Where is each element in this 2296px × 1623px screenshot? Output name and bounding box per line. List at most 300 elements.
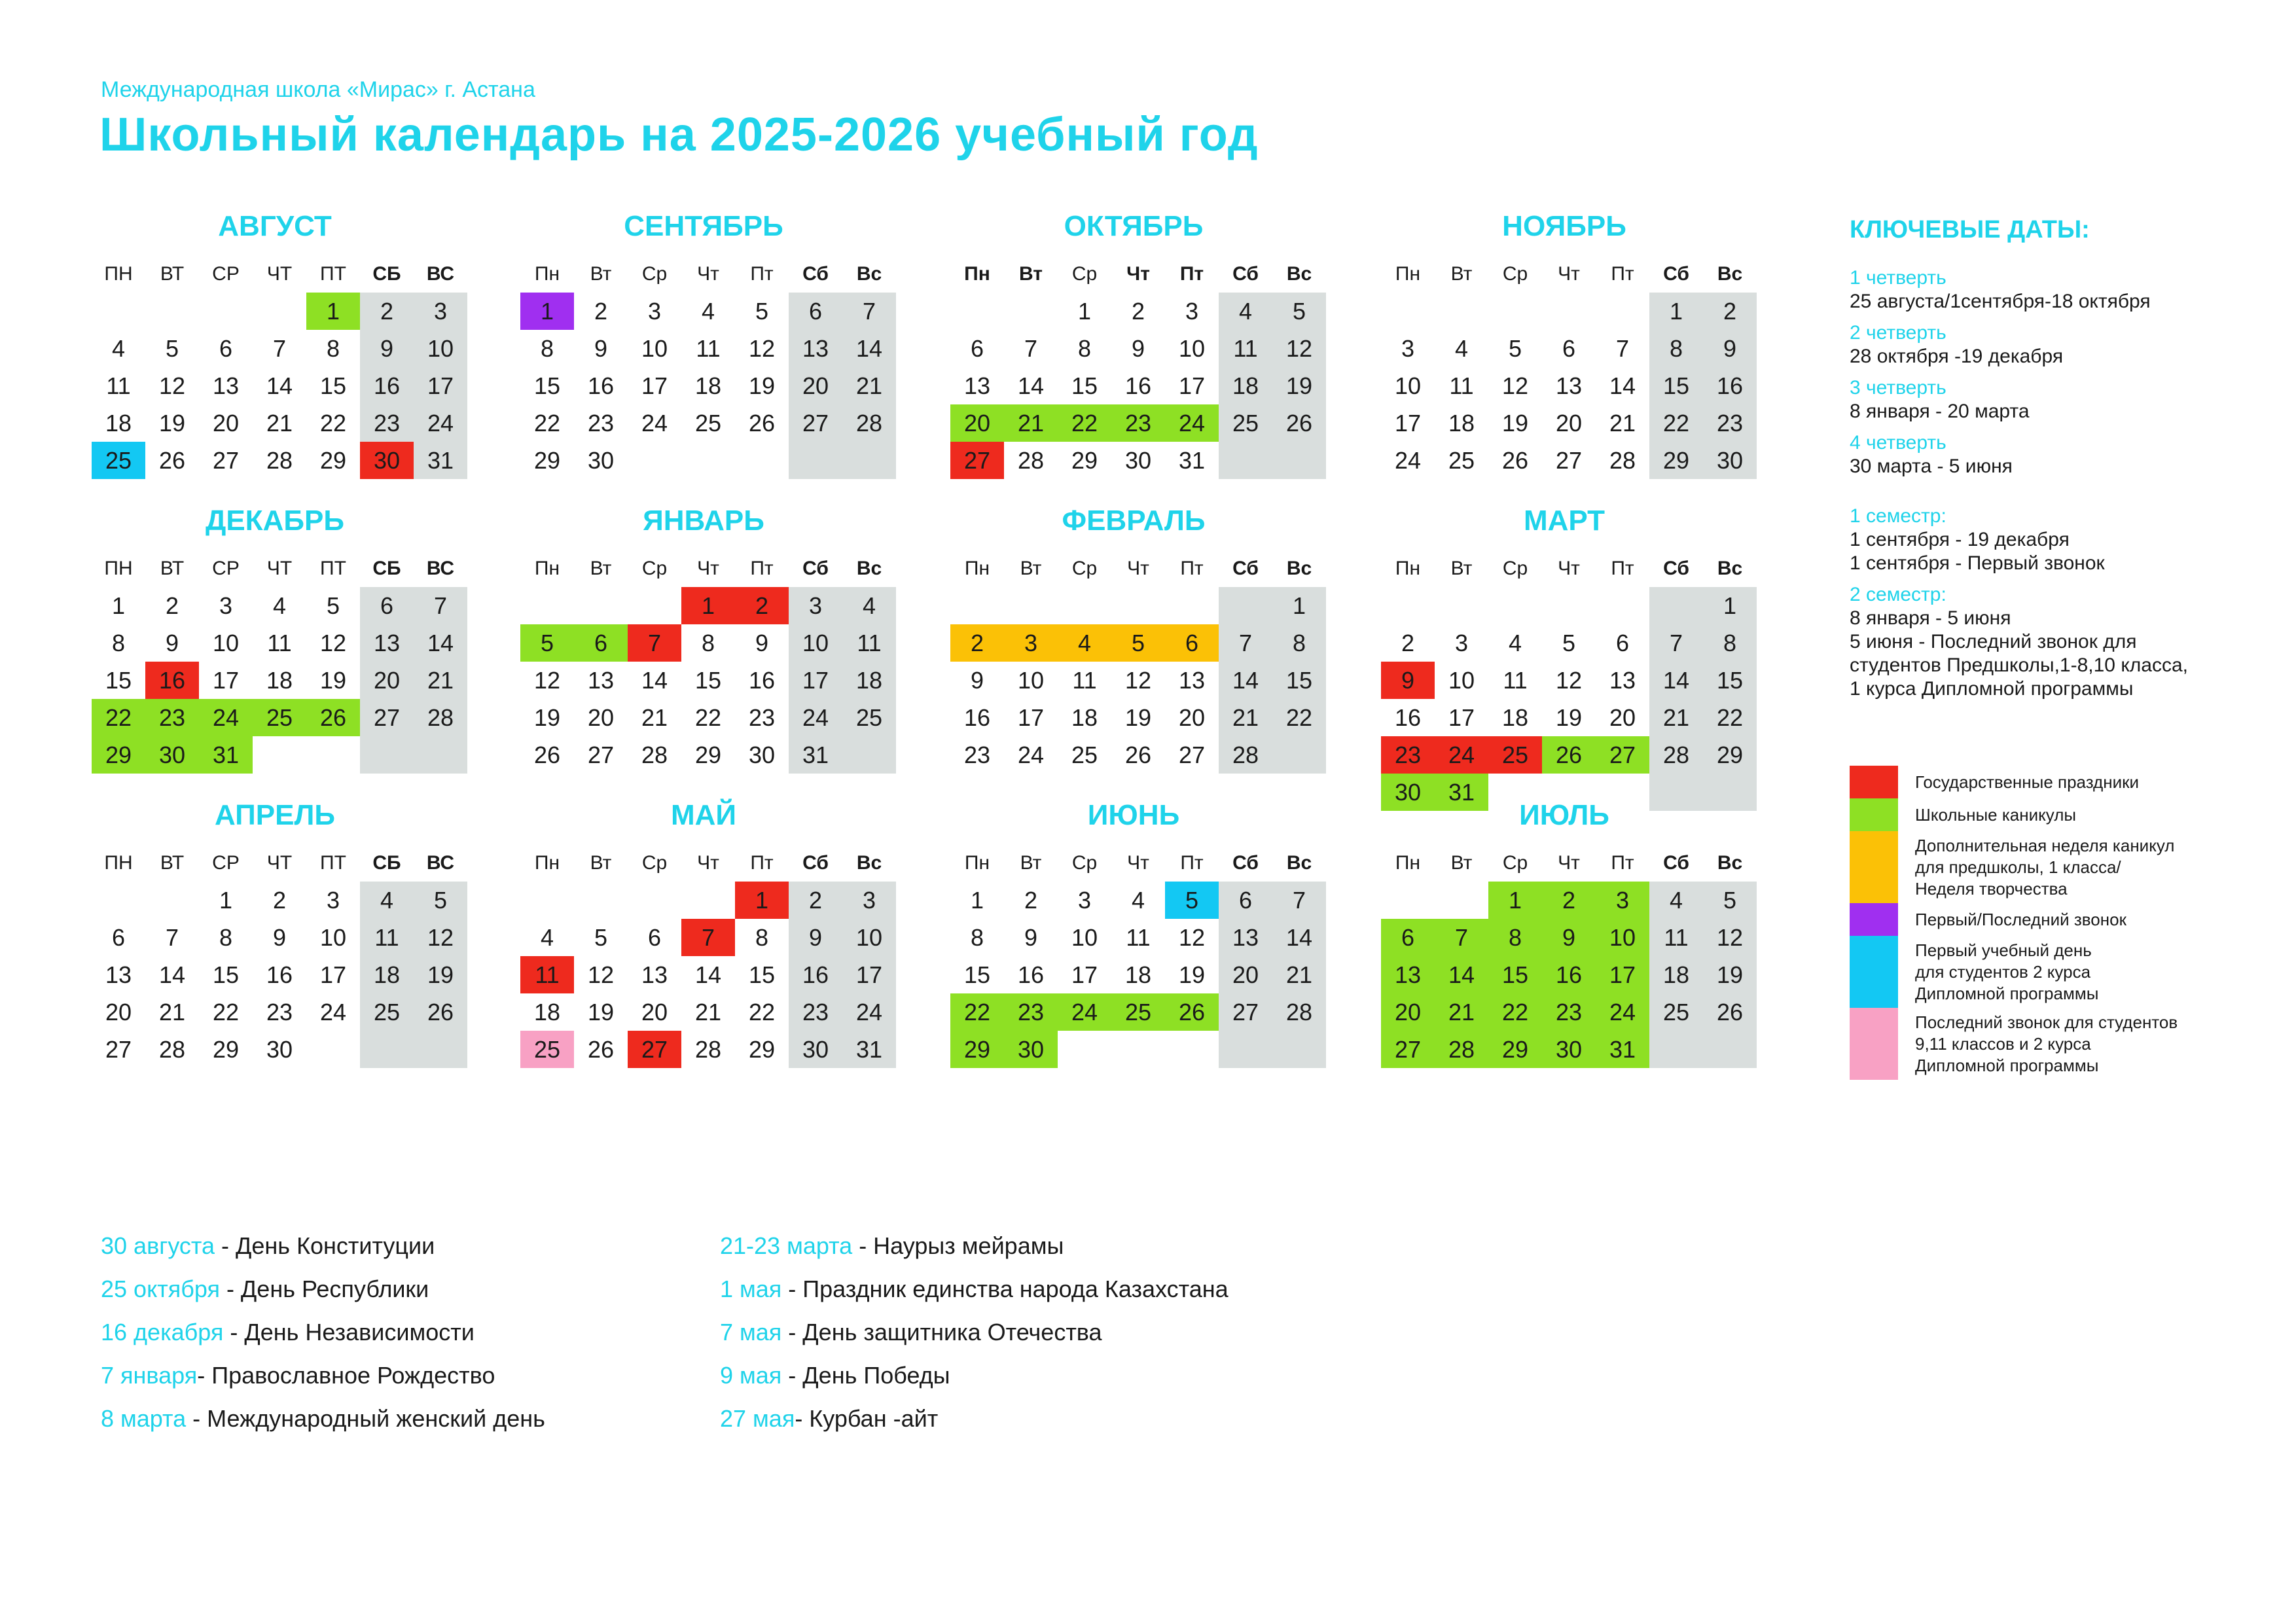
day-cell: 27	[1381, 1031, 1435, 1068]
weekday-header: Пн	[534, 263, 560, 285]
day-cell: 20	[1609, 704, 1636, 731]
day-cell: 11	[696, 335, 721, 362]
day-cell: 1	[111, 592, 126, 619]
weekday-header: Вс	[856, 852, 882, 874]
empty-cell	[360, 736, 414, 774]
holiday-date: 9 мая	[720, 1362, 789, 1389]
weekday-header: Чт	[697, 263, 719, 285]
day-cell: 15	[533, 372, 561, 399]
month-name: ОКТЯБРЬ	[1064, 210, 1204, 242]
month-grid	[1381, 844, 1748, 1068]
day-cell: 6	[574, 624, 628, 662]
day-cell: 23	[360, 404, 414, 442]
empty-cell	[199, 293, 253, 330]
empty-cell	[306, 736, 360, 774]
day-cell: 13	[587, 667, 615, 694]
empty-cell	[628, 587, 681, 624]
holiday-date: 25 октября	[101, 1275, 226, 1302]
day-cell: 7	[1272, 882, 1326, 919]
empty-cell	[1111, 1031, 1165, 1068]
day-cell: 21	[1609, 410, 1636, 437]
day-cell: 26	[1124, 741, 1152, 768]
day-cell: 26	[306, 699, 360, 736]
day-cell: 5	[1165, 882, 1219, 919]
day-cell: 12	[158, 372, 186, 399]
day-cell: 4	[701, 298, 715, 325]
weekday-header: СБ	[372, 852, 401, 874]
day-cell: 27	[950, 442, 1004, 479]
day-cell: 24	[641, 410, 668, 437]
day-cell: 21	[842, 367, 896, 404]
month-march	[1381, 501, 1748, 811]
weekday-header: Сб	[1232, 558, 1259, 579]
legend-label: Школьные каникулы	[1915, 804, 2077, 825]
day-cell: 16	[963, 704, 991, 731]
day-cell: 30	[145, 736, 199, 774]
empty-cell	[1219, 587, 1272, 624]
day-cell: 20	[587, 704, 615, 731]
day-cell: 25	[1111, 993, 1165, 1031]
weekday-header: Сб	[1232, 263, 1259, 285]
weekday-header: ВТ	[160, 263, 185, 285]
day-cell: 21	[641, 704, 668, 731]
day-cell: 30	[360, 442, 414, 479]
day-cell: 20	[1381, 993, 1435, 1031]
empty-cell	[1703, 1031, 1757, 1068]
day-cell: 2	[360, 293, 414, 330]
day-cell: 16	[1394, 704, 1422, 731]
day-cell: 23	[587, 410, 615, 437]
day-cell: 24	[414, 404, 467, 442]
day-cell: 25	[842, 699, 896, 736]
empty-cell	[253, 736, 306, 774]
day-cell: 8	[1703, 624, 1757, 662]
empty-cell	[628, 882, 681, 919]
weekday-header: Сб	[1663, 852, 1689, 874]
day-cell: 10	[1596, 919, 1649, 956]
weekday-header: Пт	[1611, 263, 1634, 285]
day-cell: 30	[1542, 1031, 1596, 1068]
weekday-header: ПН	[104, 558, 133, 579]
day-cell: 24	[1165, 404, 1219, 442]
empty-cell	[950, 587, 1004, 624]
day-cell: 25	[253, 699, 306, 736]
day-cell: 24	[1058, 993, 1111, 1031]
day-cell: 4	[1131, 887, 1145, 914]
day-cell: 7	[414, 587, 467, 624]
weekday-header: СР	[212, 263, 240, 285]
day-cell: 9	[1024, 924, 1038, 951]
quarter-dates: 8 января - 20 марта	[1850, 401, 2030, 422]
day-cell: 22	[1058, 404, 1111, 442]
day-cell: 23	[1703, 404, 1757, 442]
day-cell: 29	[533, 447, 561, 474]
day-cell: 28	[641, 741, 668, 768]
weekday-header: Пн	[1395, 852, 1421, 874]
day-cell: 5	[1703, 882, 1757, 919]
legend-line: 9,11 классов и 2 курса	[1915, 1033, 2091, 1054]
legend-first-day	[1850, 936, 2269, 1008]
weekday-header: Чт	[1558, 263, 1580, 285]
day-cell: 30	[748, 741, 776, 768]
day-cell: 11	[360, 919, 414, 956]
holidays-left	[101, 1232, 545, 1448]
day-cell: 10	[842, 919, 896, 956]
month-grid	[950, 844, 1317, 1068]
day-cell: 8	[1077, 335, 1092, 362]
weekday-header: Чт	[697, 852, 719, 874]
weekday-header: Вт	[1450, 263, 1473, 285]
legend-line: Первый учебный день	[1915, 940, 2092, 960]
month-name: ЯНВАРЬ	[643, 505, 764, 537]
weekday-header: Вт	[1020, 852, 1042, 874]
semester-line: студентов Предшколы,1-8,10 класса,	[1850, 654, 2189, 676]
key-dates-panel	[1850, 216, 2269, 709]
legend-label	[1898, 835, 2174, 900]
month-name: НОЯБРЬ	[1502, 210, 1626, 242]
day-cell: 29	[1703, 736, 1757, 774]
weekday-header: Вт	[590, 558, 612, 579]
weekday-header: ВС	[426, 852, 455, 874]
day-cell: 9	[272, 924, 287, 951]
quarter-3	[1850, 376, 2269, 423]
day-cell: 30	[266, 1036, 293, 1063]
semester-line: 5 июня - Последний звонок для	[1850, 631, 2137, 652]
weekday-header: ВТ	[160, 852, 185, 874]
weekday-header: Вт	[1450, 558, 1473, 579]
weekday-header: Сб	[802, 852, 829, 874]
empty-cell	[574, 882, 628, 919]
day-cell: 23	[1004, 993, 1058, 1031]
day-cell: 19	[319, 667, 347, 694]
day-cell: 18	[1124, 961, 1152, 988]
day-cell: 8	[111, 630, 126, 656]
empty-cell	[1435, 882, 1488, 919]
holiday-date: 1 мая	[720, 1275, 789, 1302]
day-cell: 7	[1615, 335, 1630, 362]
day-cell: 22	[212, 999, 240, 1026]
weekday-header: ПН	[104, 852, 133, 874]
day-cell: 12	[1501, 372, 1529, 399]
day-cell: 9	[1381, 662, 1435, 699]
day-cell: 30	[789, 1031, 842, 1068]
weekday-header: Пн	[964, 852, 990, 874]
day-cell: 2	[1401, 630, 1415, 656]
day-cell: 22	[1703, 699, 1757, 736]
day-cell: 20	[212, 410, 240, 437]
day-cell: 5	[1111, 624, 1165, 662]
day-cell: 6	[219, 335, 233, 362]
weekday-header: Пн	[964, 263, 990, 285]
weekday-header: Пн	[534, 558, 560, 579]
day-cell: 27	[628, 1031, 681, 1068]
day-cell: 27	[587, 741, 615, 768]
weekday-header: Пн	[1395, 558, 1421, 579]
day-cell: 14	[1017, 372, 1045, 399]
quarter-label: 3 четверть	[1850, 377, 1946, 399]
day-cell: 1	[219, 887, 233, 914]
day-cell: 6	[1615, 630, 1630, 656]
day-cell: 23	[963, 741, 991, 768]
day-cell: 27	[1219, 993, 1272, 1031]
day-cell: 24	[1596, 993, 1649, 1031]
day-cell: 3	[1454, 630, 1469, 656]
day-cell: 15	[319, 372, 347, 399]
weekday-header: ВТ	[160, 558, 185, 579]
weekday-header: Чт	[1126, 263, 1150, 285]
day-cell: 5	[1508, 335, 1522, 362]
quarter-2	[1850, 321, 2269, 368]
weekday-header: Ср	[1071, 263, 1098, 285]
month-name: СЕНТЯБРЬ	[624, 210, 783, 242]
empty-cell	[1272, 736, 1326, 774]
day-cell: 28	[1017, 447, 1045, 474]
day-cell: 6	[1562, 335, 1576, 362]
day-cell: 21	[1219, 699, 1272, 736]
day-cell: 23	[1542, 993, 1596, 1031]
day-cell: 15	[1272, 662, 1326, 699]
day-cell: 31	[414, 442, 467, 479]
month-december	[92, 501, 458, 774]
weekday-header: Пт	[750, 263, 774, 285]
day-cell: 10	[414, 330, 467, 367]
empty-cell	[92, 882, 145, 919]
day-cell: 11	[106, 372, 131, 399]
day-cell: 1	[1077, 298, 1092, 325]
day-cell: 7	[681, 919, 735, 956]
weekday-header: Вт	[590, 852, 612, 874]
legend-line: для студентов 2 курса	[1915, 961, 2091, 982]
empty-cell	[1488, 293, 1542, 330]
month-name: ДЕКАБРЬ	[206, 505, 344, 537]
empty-cell	[1381, 293, 1435, 330]
day-cell: 4	[842, 587, 896, 624]
weekday-header: Вт	[1450, 852, 1473, 874]
month-grid	[92, 550, 458, 774]
day-cell: 3	[1077, 887, 1092, 914]
day-cell: 4	[540, 924, 554, 951]
legend-swatch-red	[1850, 766, 1898, 798]
day-cell: 24	[789, 699, 842, 736]
day-cell: 25	[694, 410, 722, 437]
empty-cell	[789, 442, 842, 479]
day-cell: 10	[641, 335, 668, 362]
quarter-dates: 28 октября -19 декабря	[1850, 346, 2064, 367]
day-cell: 2	[789, 882, 842, 919]
day-cell: 1	[520, 293, 574, 330]
weekday-header: Вс	[1286, 852, 1312, 874]
day-cell: 17	[789, 662, 842, 699]
empty-cell	[253, 293, 306, 330]
legend-line: для предшколы, 1 класса/	[1915, 857, 2121, 877]
day-cell: 6	[1165, 624, 1219, 662]
weekday-header: Пт	[1611, 558, 1634, 579]
day-cell: 4	[1219, 293, 1272, 330]
holiday-row	[720, 1404, 1229, 1448]
weekday-header: ПТ	[320, 263, 346, 285]
day-cell: 25	[1649, 993, 1703, 1031]
day-cell: 8	[755, 924, 769, 951]
day-cell: 28	[1219, 736, 1272, 774]
month-may	[520, 796, 887, 1068]
day-cell: 18	[360, 956, 414, 993]
empty-cell	[1542, 587, 1596, 624]
day-cell: 26	[533, 741, 561, 768]
day-cell: 23	[748, 704, 776, 731]
day-cell: 24	[1017, 741, 1045, 768]
day-cell: 27	[1178, 741, 1206, 768]
empty-cell	[1004, 293, 1058, 330]
weekday-header: Пт	[1611, 852, 1634, 874]
day-cell: 14	[694, 961, 722, 988]
weekday-header: Пн	[534, 852, 560, 874]
day-cell: 16	[1124, 372, 1152, 399]
weekday-header: Вт	[590, 263, 612, 285]
day-cell: 2	[1703, 293, 1757, 330]
holiday-name: - Наурыз мейрамы	[859, 1232, 1064, 1259]
holiday-name: - День Независимости	[223, 1319, 475, 1346]
day-cell: 19	[748, 372, 776, 399]
day-cell: 10	[789, 624, 842, 662]
day-cell: 12	[1178, 924, 1206, 951]
month-grid	[950, 255, 1317, 479]
legend-bell	[1850, 903, 2269, 936]
day-cell: 30	[1124, 447, 1152, 474]
day-cell: 13	[963, 372, 991, 399]
day-cell: 16	[266, 961, 293, 988]
day-cell: 2	[1542, 882, 1596, 919]
day-cell: 5	[1562, 630, 1576, 656]
empty-cell	[1111, 587, 1165, 624]
day-cell: 15	[748, 961, 776, 988]
empty-cell	[628, 442, 681, 479]
month-april	[92, 796, 458, 1068]
day-cell: 2	[1024, 887, 1038, 914]
month-january	[520, 501, 887, 774]
day-cell: 27	[360, 699, 414, 736]
day-cell: 8	[970, 924, 984, 951]
weekday-header: Вс	[1717, 263, 1743, 285]
legend-last-bell	[1850, 1008, 2269, 1080]
day-cell: 22	[694, 704, 722, 731]
day-cell: 20	[789, 367, 842, 404]
weekday-header: Чт	[697, 558, 719, 579]
weekday-header: Сб	[802, 558, 829, 579]
holiday-date: 7 мая	[720, 1319, 789, 1346]
day-cell: 22	[1488, 993, 1542, 1031]
day-cell: 29	[1071, 447, 1098, 474]
day-cell: 15	[1488, 956, 1542, 993]
day-cell: 10	[212, 630, 240, 656]
semester-line: 1 сентября - Первый звонок	[1850, 552, 2105, 574]
day-cell: 7	[165, 924, 179, 951]
day-cell: 9	[755, 630, 769, 656]
weekday-header: ВС	[426, 263, 455, 285]
month-grid	[950, 550, 1317, 774]
day-cell: 18	[1071, 704, 1098, 731]
day-cell: 12	[414, 919, 467, 956]
day-cell: 28	[158, 1036, 186, 1063]
month-grid	[520, 844, 887, 1068]
day-cell: 13	[641, 961, 668, 988]
day-cell: 29	[319, 447, 347, 474]
day-cell: 12	[1555, 667, 1583, 694]
legend-swatch-yellow	[1850, 831, 1898, 903]
weekday-header: ЧТ	[266, 558, 293, 579]
legend-line: Последний звонок для студентов	[1915, 1012, 2178, 1032]
day-cell: 11	[1449, 372, 1474, 399]
day-cell: 25	[360, 993, 414, 1031]
legend-swatch-pink	[1850, 1008, 1898, 1080]
month-november	[1381, 207, 1748, 479]
semester-2	[1850, 583, 2269, 701]
weekday-header: Пт	[750, 558, 774, 579]
day-cell: 9	[360, 330, 414, 367]
day-cell: 13	[1219, 919, 1272, 956]
empty-cell	[145, 293, 199, 330]
day-cell: 22	[950, 993, 1004, 1031]
empty-cell	[842, 736, 896, 774]
empty-cell	[735, 442, 789, 479]
legend-holiday	[1850, 766, 2269, 798]
day-cell: 29	[92, 736, 145, 774]
empty-cell	[1488, 587, 1542, 624]
day-cell: 26	[1165, 993, 1219, 1031]
empty-cell	[1219, 1031, 1272, 1068]
weekday-header: Ср	[641, 558, 668, 579]
day-cell: 8	[701, 630, 715, 656]
day-cell: 19	[587, 999, 615, 1026]
day-cell: 18	[533, 999, 561, 1026]
weekday-header: СР	[212, 558, 240, 579]
day-cell: 20	[641, 999, 668, 1026]
weekday-header: Вс	[1717, 558, 1743, 579]
quarter-dates: 30 марта - 5 июня	[1850, 455, 2013, 477]
empty-cell	[842, 442, 896, 479]
month-august	[92, 207, 458, 479]
day-cell: 31	[1596, 1031, 1649, 1068]
day-cell: 18	[1501, 704, 1529, 731]
day-cell: 31	[1435, 774, 1488, 811]
day-cell: 15	[963, 961, 991, 988]
day-cell: 23	[145, 699, 199, 736]
quarter-dates: 25 августа/1сентября-18 октября	[1850, 291, 2151, 312]
day-cell: 5	[326, 592, 340, 619]
empty-cell	[414, 1031, 467, 1068]
weekday-header: Вт	[1020, 558, 1042, 579]
day-cell: 6	[360, 587, 414, 624]
day-cell: 22	[533, 410, 561, 437]
day-cell: 4	[1454, 335, 1469, 362]
day-cell: 3	[647, 298, 662, 325]
empty-cell	[1381, 882, 1435, 919]
day-cell: 18	[266, 667, 293, 694]
weekday-header: СБ	[372, 558, 401, 579]
day-cell: 20	[950, 404, 1004, 442]
day-cell: 4	[111, 335, 126, 362]
day-cell: 13	[105, 961, 132, 988]
day-cell: 20	[1178, 704, 1206, 731]
holiday-row	[720, 1361, 1229, 1404]
weekday-header: Ср	[1502, 263, 1528, 285]
day-cell: 2	[165, 592, 179, 619]
day-cell: 10	[1017, 667, 1045, 694]
holiday-row	[101, 1404, 545, 1448]
day-cell: 4	[1058, 624, 1111, 662]
quarter-label: 2 четверть	[1850, 322, 1946, 344]
day-cell: 4	[272, 592, 287, 619]
legend-label	[1898, 940, 2098, 1005]
